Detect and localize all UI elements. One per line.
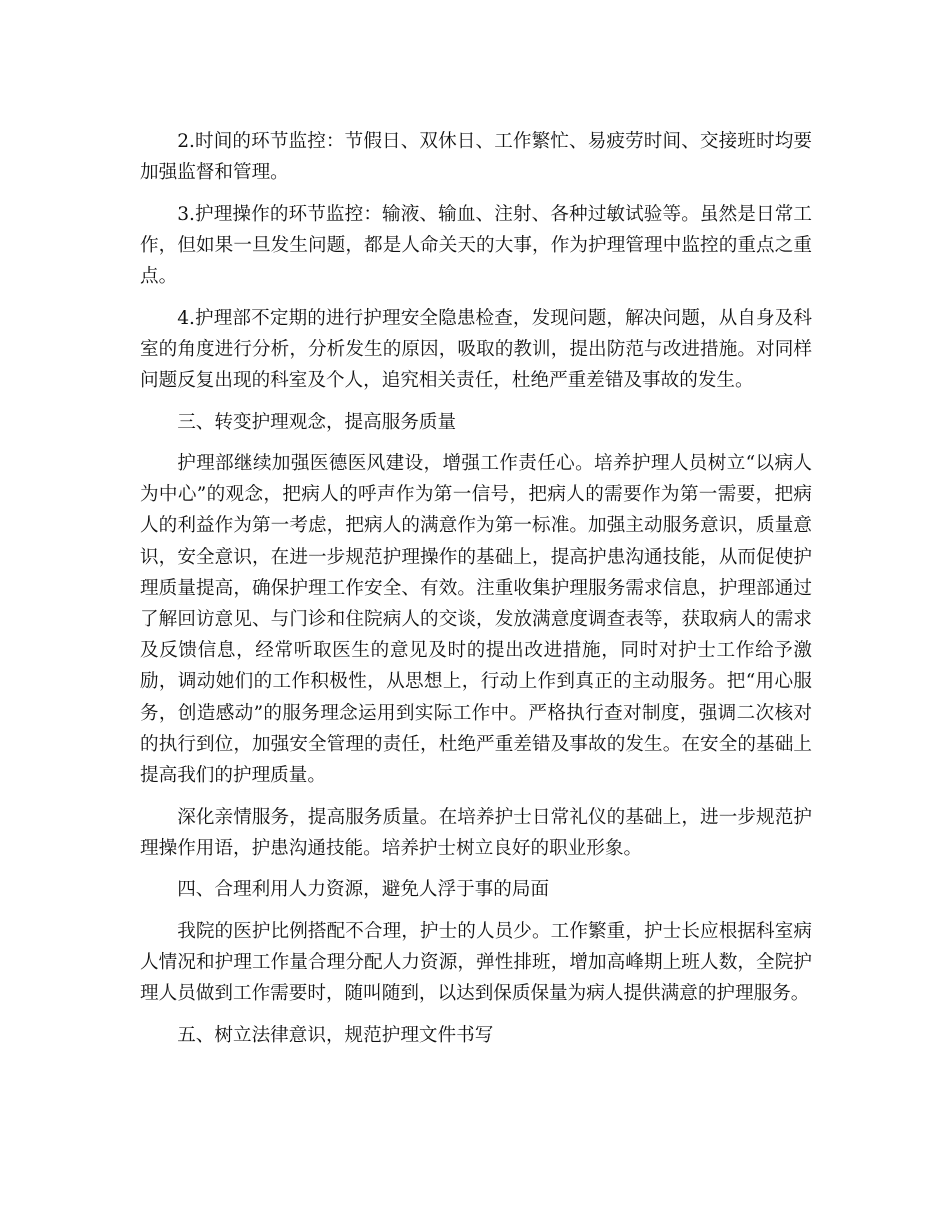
paragraph-operation-monitoring: 3.护理操作的环节监控：输液、输血、注射、各种过敏试验等。虽然是日常工作，但如果一旦发生问题，都是人命关天的大事，作为护理管理中监控的重点之重点。 bbox=[140, 203, 812, 288]
section-heading-3: 三、转变护理观念，提高服务质量 bbox=[177, 411, 457, 433]
document-body bbox=[140, 126, 812, 1061]
paragraph-service-concept: 护理部继续加强医德医风建设，增强工作责任心。培养护理人员树立“以病人为中心”的观念，把病人的呼声作为第一信号，把病人的需要作为第一需要，把病人的利益作为第一考虑，把病人的满意作为第一标准。加强主动服务意识，质量意识，安全意识，在进一步规范护理操作的基础上，提高护患沟通技能，从而促使护理质量提高，确保护理工作安全、有效。注重收集护理服务需求信息，护理部通过了解回访意见、与门诊和住院病人的交谈，发放满意度调查表等，获取病人的需求及反馈信息，经常听取医生的意见及时的提出改进措施，同时对护士工作给予激励，调动她们的工作积极性，从思想上，行动上作到真正的主动服务。把“用心服务，创造感动”的服务理念运用到实际工作中。严格执行查对制度，强调二次核对的执行到位，加强安全管理的责任，杜绝严重差错及事故的发生。在安全的基础上提高我们的护理质量。 bbox=[140, 453, 812, 787]
section-heading-4: 四、合理利用人力资源，避免人浮于事的局面 bbox=[177, 879, 550, 901]
paragraph-staffing: 我院的医护比例搭配不合理，护士的人员少。工作繁重，护士长应根据科室病人情况和护理工作量合理分配人力资源，弹性排班，增加高峰期上班人数，全院护理人员做到工作需要时，随叫随到，以达到保质保量为病人提供满意的护理服务。 bbox=[140, 920, 812, 1005]
paragraph-personal-service: 深化亲情服务，提高服务质量。在培养护士日常礼仪的基础上，进一步规范护理操作用语，护患沟通技能。培养护士树立良好的职业形象。 bbox=[140, 806, 812, 859]
paragraph-time-monitoring: 2.时间的环节监控：节假日、双休日、工作繁忙、易疲劳时间、交接班时均要加强监督和管理。 bbox=[140, 131, 812, 184]
paragraph-safety-inspection: 4.护理部不定期的进行护理安全隐患检查，发现问题，解决问题，从自身及科室的角度进行分析，分析发生的原因，吸取的教训，提出防范与改进措施。对同样问题反复出现的科室及个人，追究相关责任，杜绝严重差错及事故的发生。 bbox=[140, 307, 812, 392]
section-heading-5: 五、树立法律意识，规范护理文件书写 bbox=[177, 1024, 494, 1046]
